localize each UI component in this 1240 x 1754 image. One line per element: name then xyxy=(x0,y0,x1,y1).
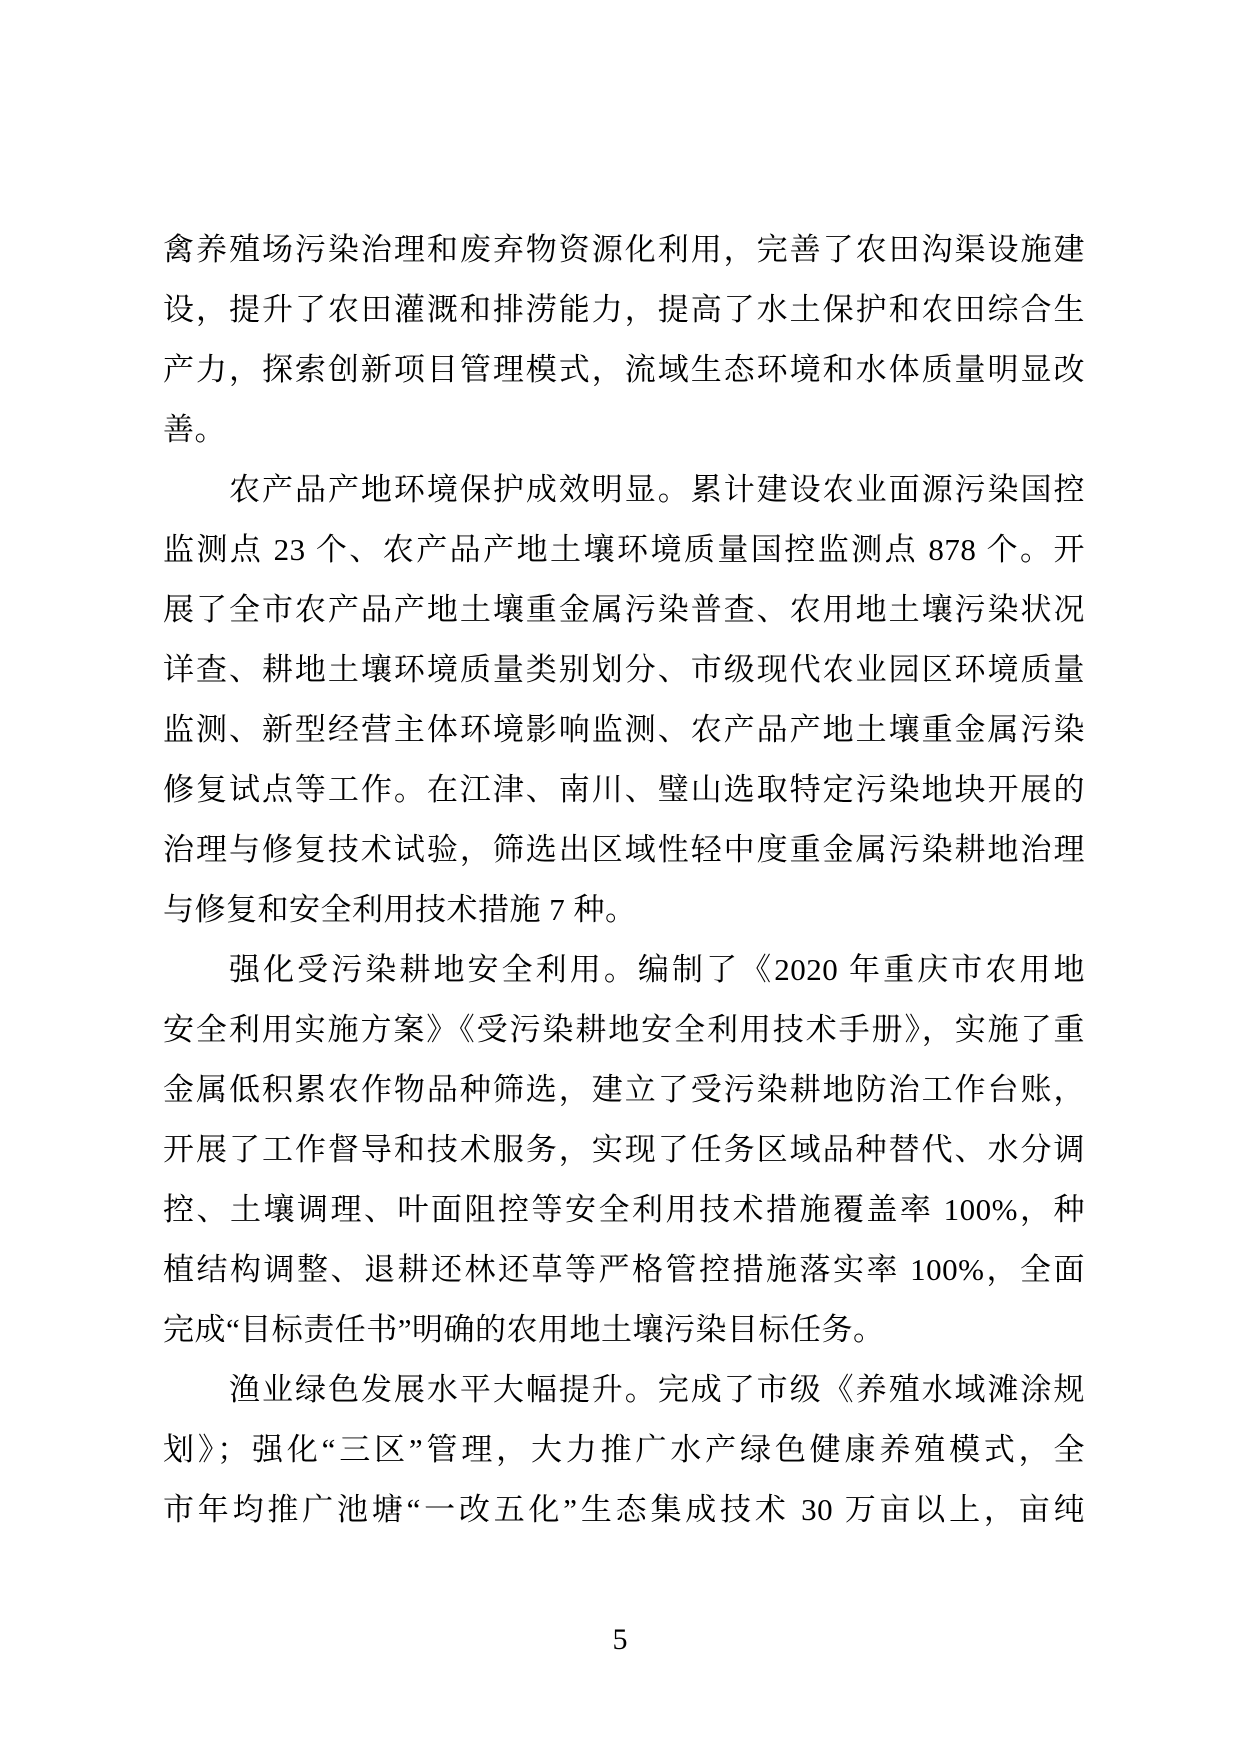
text-line: 监测点 23 个、农产品产地土壤环境质量国控监测点 878 个。开 xyxy=(163,532,1085,567)
paragraph xyxy=(163,1360,1085,1540)
text-line: 禽养殖场污染治理和废弃物资源化利用，完善了农田沟渠设施建 xyxy=(163,232,1085,267)
document-body xyxy=(163,220,1085,1540)
paragraph xyxy=(163,220,1085,460)
text-line: 渔业绿色发展水平大幅提升。完成了市级《养殖水域滩涂规 xyxy=(229,1372,1085,1407)
text-line: 安全利用实施方案》《受污染耕地安全利用技术手册》，实施了重 xyxy=(163,1012,1085,1047)
text-line: 设，提升了农田灌溉和排涝能力，提高了水土保护和农田综合生 xyxy=(163,292,1085,327)
text-line: 详查、耕地土壤环境质量类别划分、市级现代农业园区环境质量 xyxy=(163,652,1085,687)
text-line: 产力，探索创新项目管理模式，流域生态环境和水体质量明显改 xyxy=(163,352,1085,387)
paragraph xyxy=(163,940,1085,1360)
text-line: 市年均推广池塘“一改五化”生态集成技术 30 万亩以上，亩纯 xyxy=(163,1492,1085,1527)
paragraph xyxy=(163,460,1085,940)
page-number: 5 xyxy=(612,1623,628,1656)
text-line: 修复试点等工作。在江津、南川、璧山选取特定污染地块开展的 xyxy=(163,772,1085,807)
text-line: 治理与修复技术试验，筛选出区域性轻中度重金属污染耕地治理 xyxy=(163,832,1085,867)
text-line: 善。 xyxy=(163,412,226,447)
text-line: 监测、新型经营主体环境影响监测、农产品产地土壤重金属污染 xyxy=(163,712,1085,747)
text-line: 与修复和安全利用技术措施 7 种。 xyxy=(163,892,637,927)
text-line: 控、土壤调理、叶面阻控等安全利用技术措施覆盖率 100%，种 xyxy=(163,1192,1085,1227)
text-line: 强化受污染耕地安全利用。编制了《2020 年重庆市农用地 xyxy=(229,952,1085,987)
text-line: 植结构调整、退耕还林还草等严格管控措施落实率 100%，全面 xyxy=(163,1252,1085,1287)
text-line: 金属低积累农作物品种筛选，建立了受污染耕地防治工作台账， xyxy=(163,1072,1085,1107)
text-line: 完成“目标责任书”明确的农用地土壤污染目标任务。 xyxy=(163,1312,885,1347)
text-line: 划》；强化“三区”管理，大力推广水产绿色健康养殖模式，全 xyxy=(163,1432,1085,1467)
text-line: 展了全市农产品产地土壤重金属污染普查、农用地土壤污染状况 xyxy=(163,592,1085,627)
text-line: 农产品产地环境保护成效明显。累计建设农业面源污染国控 xyxy=(229,472,1085,507)
text-line: 开展了工作督导和技术服务，实现了任务区域品种替代、水分调 xyxy=(163,1132,1085,1167)
